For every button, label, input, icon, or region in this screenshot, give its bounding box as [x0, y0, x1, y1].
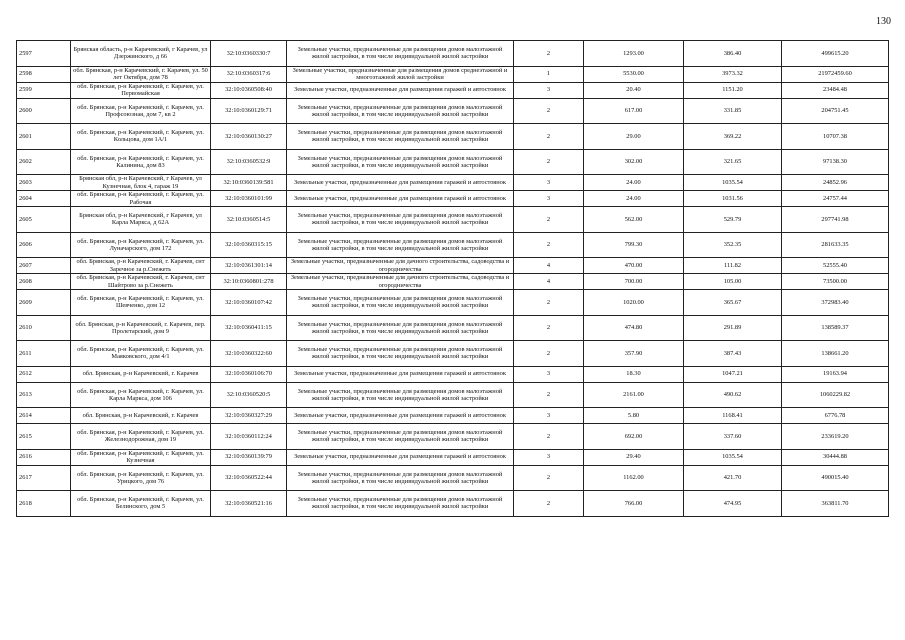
specific-value-cell: 421.70: [684, 465, 782, 491]
specific-value-cell: 365.67: [684, 290, 782, 316]
use-group-cell: 1: [514, 66, 584, 82]
row-number-cell: 2618: [17, 491, 71, 517]
specific-value-cell: 337.60: [684, 424, 782, 450]
permitted-use-cell: Земельные участки, предназначенные для размещения гаражей и автостоянок: [287, 191, 514, 207]
use-group-cell: 4: [514, 258, 584, 274]
row-number-cell: 2617: [17, 465, 71, 491]
table-row: [17, 341, 889, 367]
address-cell: обл. Брянская, р-н Карачевский, г. Карачев, ул. Маяковского, дом 4/1: [71, 341, 211, 367]
address-cell: обл. Брянская, р-н Карачевский, г. Карачев, ул. Кольцова, дом 1А/1: [71, 124, 211, 150]
address-cell: обл. Брянская, р-н Карачевский, г. Карачев, ул. Первомайская: [71, 82, 211, 98]
row-number-cell: 2615: [17, 424, 71, 450]
permitted-use-cell: Земельные участки, предназначенные для размещения домов малоэтажной жилой застройки, в том числе индивидуальной жилой застройки: [287, 382, 514, 408]
row-number-cell: 2606: [17, 232, 71, 258]
area-cell: 1293.00: [584, 41, 684, 67]
use-group-cell: 2: [514, 41, 584, 67]
table-row: [17, 315, 889, 341]
area-cell: 692.00: [584, 424, 684, 450]
use-group-cell: 2: [514, 491, 584, 517]
cadastral-value-cell: 138589.37: [782, 315, 889, 341]
cadastral-value-cell: 233619.20: [782, 424, 889, 450]
specific-value-cell: 331.85: [684, 98, 782, 124]
address-cell: обл. Брянская, р-н Карачевский, г. Карачев, ул. 50 лет Октября, дом 78: [71, 66, 211, 82]
cadastral-value-cell: 30444.88: [782, 449, 889, 465]
cadastral-number-cell: 32:10:0360107:42: [211, 290, 287, 316]
specific-value-cell: 1168.41: [684, 408, 782, 424]
table-row: [17, 66, 889, 82]
table-row: [17, 175, 889, 191]
use-group-cell: 2: [514, 465, 584, 491]
cadastral-value-cell: 73500.00: [782, 274, 889, 290]
address-cell: обл. Брянская, р-н Карачевский, г. Карачев: [71, 408, 211, 424]
permitted-use-cell: Земельные участки, предназначенные для размещения домов малоэтажной жилой застройки, в том числе индивидуальной жилой застройки: [287, 424, 514, 450]
cadastral-number-cell: 32:10:0360522:44: [211, 465, 287, 491]
row-number-cell: 2602: [17, 149, 71, 175]
permitted-use-cell: Земельные участки, предназначенные для размещения домов малоэтажной жилой застройки, в том числе индивидуальной жилой застройки: [287, 207, 514, 233]
permitted-use-cell: Земельные участки, предназначенные для размещения домов среднеэтажной и многоэтажной жилой застройки: [287, 66, 514, 82]
use-group-cell: 2: [514, 341, 584, 367]
table-row: [17, 274, 889, 290]
cadastral-number-cell: 32:10:0360315:15: [211, 232, 287, 258]
address-cell: Брянская обл, р-н Карачевский, г Карачев, ул Карла Маркса, д 62А: [71, 207, 211, 233]
address-cell: обл. Брянская, р-н Карачевский, г. Карачев, ул. Рабочая: [71, 191, 211, 207]
use-group-cell: 3: [514, 175, 584, 191]
permitted-use-cell: Земельные участки, предназначенные для размещения гаражей и автостоянок: [287, 449, 514, 465]
row-number-cell: 2599: [17, 82, 71, 98]
cadastral-value-cell: 1060229.82: [782, 382, 889, 408]
address-cell: обл. Брянская, р-н Карачевский, г. Карачев, ул. Шевченко, дом 12: [71, 290, 211, 316]
cadastral-value-cell: 19163.94: [782, 366, 889, 382]
table-row: [17, 149, 889, 175]
use-group-cell: 3: [514, 408, 584, 424]
area-cell: 302.00: [584, 149, 684, 175]
row-number-cell: 2607: [17, 258, 71, 274]
area-cell: 1020.00: [584, 290, 684, 316]
specific-value-cell: 291.89: [684, 315, 782, 341]
use-group-cell: 3: [514, 82, 584, 98]
address-cell: обл. Брянская, р-н Карачевский, г. Карачев, снт Шайтрово за р.Снежеть: [71, 274, 211, 290]
cadastral-number-cell: 32:10:0360801:278: [211, 274, 287, 290]
cadastral-value-cell: 6776.78: [782, 408, 889, 424]
specific-value-cell: 490.62: [684, 382, 782, 408]
cadastral-value-cell: 97138.30: [782, 149, 889, 175]
address-cell: обл. Брянская, р-н Карачевский, г. Карачев, ул. Белинского, дом 5: [71, 491, 211, 517]
table-row: [17, 465, 889, 491]
use-group-cell: 2: [514, 124, 584, 150]
specific-value-cell: 321.65: [684, 149, 782, 175]
permitted-use-cell: Земельные участки, предназначенные для размещения домов малоэтажной жилой застройки, в том числе индивидуальной жилой застройки: [287, 341, 514, 367]
row-number-cell: 2609: [17, 290, 71, 316]
table-row: [17, 232, 889, 258]
permitted-use-cell: Земельные участки, предназначенные для размещения домов малоэтажной жилой застройки, в том числе индивидуальной жилой застройки: [287, 315, 514, 341]
table-row: [17, 41, 889, 67]
address-cell: Брянская обл, р-н Карачевский, г Карачев, ул Кузнечная, блок 4, гараж 19: [71, 175, 211, 191]
use-group-cell: 2: [514, 424, 584, 450]
table-row: [17, 424, 889, 450]
cadastral-number-cell: 32:10:0360139:79: [211, 449, 287, 465]
permitted-use-cell: Земельные участки, предназначенные для размещения домов малоэтажной жилой застройки, в том числе индивидуальной жилой застройки: [287, 41, 514, 67]
cadastral-value-cell: 204751.45: [782, 98, 889, 124]
cadastral-number-cell: 32:10:0360514:5: [211, 207, 287, 233]
use-group-cell: 4: [514, 274, 584, 290]
row-number-cell: 2612: [17, 366, 71, 382]
row-number-cell: 2605: [17, 207, 71, 233]
area-cell: 799.30: [584, 232, 684, 258]
page-number: 130: [876, 16, 891, 27]
specific-value-cell: 105.00: [684, 274, 782, 290]
area-cell: 2161.00: [584, 382, 684, 408]
address-cell: обл. Брянская, р-н Карачевский, г. Карачев, ул. Луначарского, дом 172: [71, 232, 211, 258]
table-row: [17, 449, 889, 465]
specific-value-cell: 1035.54: [684, 449, 782, 465]
table-row: [17, 191, 889, 207]
cadastral-value-cell: 297741.98: [782, 207, 889, 233]
address-cell: обл. Брянская, р-н Карачевский, г. Карачев: [71, 366, 211, 382]
use-group-cell: 3: [514, 191, 584, 207]
row-number-cell: 2614: [17, 408, 71, 424]
permitted-use-cell: Земельные участки, предназначенные для дачного строительства, садоводства и огородничества: [287, 258, 514, 274]
table-row: [17, 382, 889, 408]
table-row: [17, 207, 889, 233]
area-cell: 5.80: [584, 408, 684, 424]
cadastral-number-cell: 32:10:0360532:9: [211, 149, 287, 175]
use-group-cell: 3: [514, 366, 584, 382]
area-cell: 617.00: [584, 98, 684, 124]
specific-value-cell: 529.79: [684, 207, 782, 233]
permitted-use-cell: Земельные участки, предназначенные для размещения гаражей и автостоянок: [287, 82, 514, 98]
cadastral-value-cell: 281633.35: [782, 232, 889, 258]
address-cell: обл. Брянская, р-н Карачевский, г. Карачев, пер. Пролетарский, дом 9: [71, 315, 211, 341]
use-group-cell: 2: [514, 207, 584, 233]
cadastral-number-cell: 32:10:0360317:6: [211, 66, 287, 82]
cadastral-number-cell: 32:10:0360330:7: [211, 41, 287, 67]
cadastral-value-cell: 10707.38: [782, 124, 889, 150]
area-cell: 5530.00: [584, 66, 684, 82]
area-cell: 29.00: [584, 124, 684, 150]
use-group-cell: 2: [514, 98, 584, 124]
row-number-cell: 2603: [17, 175, 71, 191]
permitted-use-cell: Земельные участки, предназначенные для дачного строительства, садоводства и огородничества: [287, 274, 514, 290]
permitted-use-cell: Земельные участки, предназначенные для размещения домов малоэтажной жилой застройки, в том числе индивидуальной жилой застройки: [287, 491, 514, 517]
area-cell: 700.00: [584, 274, 684, 290]
use-group-cell: 2: [514, 315, 584, 341]
area-cell: 24.00: [584, 191, 684, 207]
address-cell: Брянская область, р-н Карачевский, г Карачев, ул Дзержинского, д 66: [71, 41, 211, 67]
row-number-cell: 2597: [17, 41, 71, 67]
address-cell: обл. Брянская, р-н Карачевский, г. Карачев, снт Заречное за р.Снежеть: [71, 258, 211, 274]
table-body: [17, 41, 889, 517]
land-valuation-table: [16, 40, 889, 517]
table-row: [17, 366, 889, 382]
address-cell: обл. Брянская, р-н Карачевский, г. Карачев, ул. Карла Маркса, дом 106: [71, 382, 211, 408]
use-group-cell: 2: [514, 290, 584, 316]
cadastral-number-cell: 32:10:0361301:14: [211, 258, 287, 274]
cadastral-number-cell: 32:10:0360327:29: [211, 408, 287, 424]
row-number-cell: 2604: [17, 191, 71, 207]
cadastral-number-cell: 32:10:0360139:581: [211, 175, 287, 191]
permitted-use-cell: Земельные участки, предназначенные для размещения домов малоэтажной жилой застройки, в том числе индивидуальной жилой застройки: [287, 290, 514, 316]
cadastral-value-cell: 24852.96: [782, 175, 889, 191]
cadastral-value-cell: 499615.20: [782, 41, 889, 67]
use-group-cell: 2: [514, 382, 584, 408]
area-cell: 562.00: [584, 207, 684, 233]
cadastral-number-cell: 32:10:0360130:27: [211, 124, 287, 150]
table-row: [17, 98, 889, 124]
specific-value-cell: 1151.20: [684, 82, 782, 98]
table-row: [17, 491, 889, 517]
cadastral-value-cell: 21972459.60: [782, 66, 889, 82]
permitted-use-cell: Земельные участки, предназначенные для размещения домов малоэтажной жилой застройки, в том числе индивидуальной жилой застройки: [287, 232, 514, 258]
permitted-use-cell: Земельные участки, предназначенные для размещения гаражей и автостоянок: [287, 408, 514, 424]
table-row: [17, 290, 889, 316]
cadastral-number-cell: 32:10:0360112:24: [211, 424, 287, 450]
row-number-cell: 2601: [17, 124, 71, 150]
permitted-use-cell: Земельные участки, предназначенные для размещения домов малоэтажной жилой застройки, в том числе индивидуальной жилой застройки: [287, 465, 514, 491]
cadastral-number-cell: 32:10:0360129:71: [211, 98, 287, 124]
cadastral-number-cell: 32:10:0360508:40: [211, 82, 287, 98]
cadastral-value-cell: 23484.48: [782, 82, 889, 98]
specific-value-cell: 1035.54: [684, 175, 782, 191]
specific-value-cell: 1031.56: [684, 191, 782, 207]
cadastral-number-cell: 32:10:0360322:60: [211, 341, 287, 367]
cadastral-value-cell: 372983.40: [782, 290, 889, 316]
row-number-cell: 2616: [17, 449, 71, 465]
cadastral-value-cell: 24757.44: [782, 191, 889, 207]
row-number-cell: 2600: [17, 98, 71, 124]
cadastral-number-cell: 32:10:0360101:99: [211, 191, 287, 207]
permitted-use-cell: Земельные участки, предназначенные для размещения домов малоэтажной жилой застройки, в том числе индивидуальной жилой застройки: [287, 98, 514, 124]
use-group-cell: 2: [514, 149, 584, 175]
address-cell: обл. Брянская, р-н Карачевский, г. Карачев, ул. Профсоюзная, дом 7, кв 2: [71, 98, 211, 124]
cadastral-value-cell: 490015.40: [782, 465, 889, 491]
permitted-use-cell: Земельные участки, предназначенные для размещения домов малоэтажной жилой застройки, в том числе индивидуальной жилой застройки: [287, 149, 514, 175]
area-cell: 24.00: [584, 175, 684, 191]
address-cell: обл. Брянская, р-н Карачевский, г. Карачев, ул. Калинина, дом 83: [71, 149, 211, 175]
area-cell: 18.30: [584, 366, 684, 382]
specific-value-cell: 387.43: [684, 341, 782, 367]
cadastral-value-cell: 52555.40: [782, 258, 889, 274]
specific-value-cell: 474.95: [684, 491, 782, 517]
cadastral-number-cell: 32:10:0360520:5: [211, 382, 287, 408]
permitted-use-cell: Земельные участки, предназначенные для размещения гаражей и автостоянок: [287, 366, 514, 382]
address-cell: обл. Брянская, р-н Карачевский, г. Карачев, ул. Железнодорожная, дом 19: [71, 424, 211, 450]
specific-value-cell: 1047.21: [684, 366, 782, 382]
specific-value-cell: 352.35: [684, 232, 782, 258]
permitted-use-cell: Земельные участки, предназначенные для размещения домов малоэтажной жилой застройки, в том числе индивидуальной жилой застройки: [287, 124, 514, 150]
permitted-use-cell: Земельные участки, предназначенные для размещения гаражей и автостоянок: [287, 175, 514, 191]
area-cell: 20.40: [584, 82, 684, 98]
row-number-cell: 2610: [17, 315, 71, 341]
specific-value-cell: 3973.32: [684, 66, 782, 82]
specific-value-cell: 386.40: [684, 41, 782, 67]
specific-value-cell: 369.22: [684, 124, 782, 150]
row-number-cell: 2611: [17, 341, 71, 367]
table-row: [17, 82, 889, 98]
row-number-cell: 2613: [17, 382, 71, 408]
area-cell: 357.90: [584, 341, 684, 367]
cadastral-number-cell: 32:10:0360106:70: [211, 366, 287, 382]
use-group-cell: 3: [514, 449, 584, 465]
cadastral-value-cell: 138661.20: [782, 341, 889, 367]
area-cell: 470.00: [584, 258, 684, 274]
cadastral-value-cell: 363811.70: [782, 491, 889, 517]
area-cell: 474.80: [584, 315, 684, 341]
area-cell: 29.40: [584, 449, 684, 465]
table-row: [17, 258, 889, 274]
area-cell: 1162.00: [584, 465, 684, 491]
specific-value-cell: 111.82: [684, 258, 782, 274]
area-cell: 766.00: [584, 491, 684, 517]
address-cell: обл. Брянская, р-н Карачевский, г. Карачев, ул. Урицкого, дом 76: [71, 465, 211, 491]
cadastral-number-cell: 32:10:0360411:15: [211, 315, 287, 341]
cadastral-number-cell: 32:10:0360521:16: [211, 491, 287, 517]
use-group-cell: 2: [514, 232, 584, 258]
address-cell: обл. Брянская, р-н Карачевский, г. Карачев, ул. Кузнечная: [71, 449, 211, 465]
table-row: [17, 124, 889, 150]
table-row: [17, 408, 889, 424]
row-number-cell: 2598: [17, 66, 71, 82]
row-number-cell: 2608: [17, 274, 71, 290]
